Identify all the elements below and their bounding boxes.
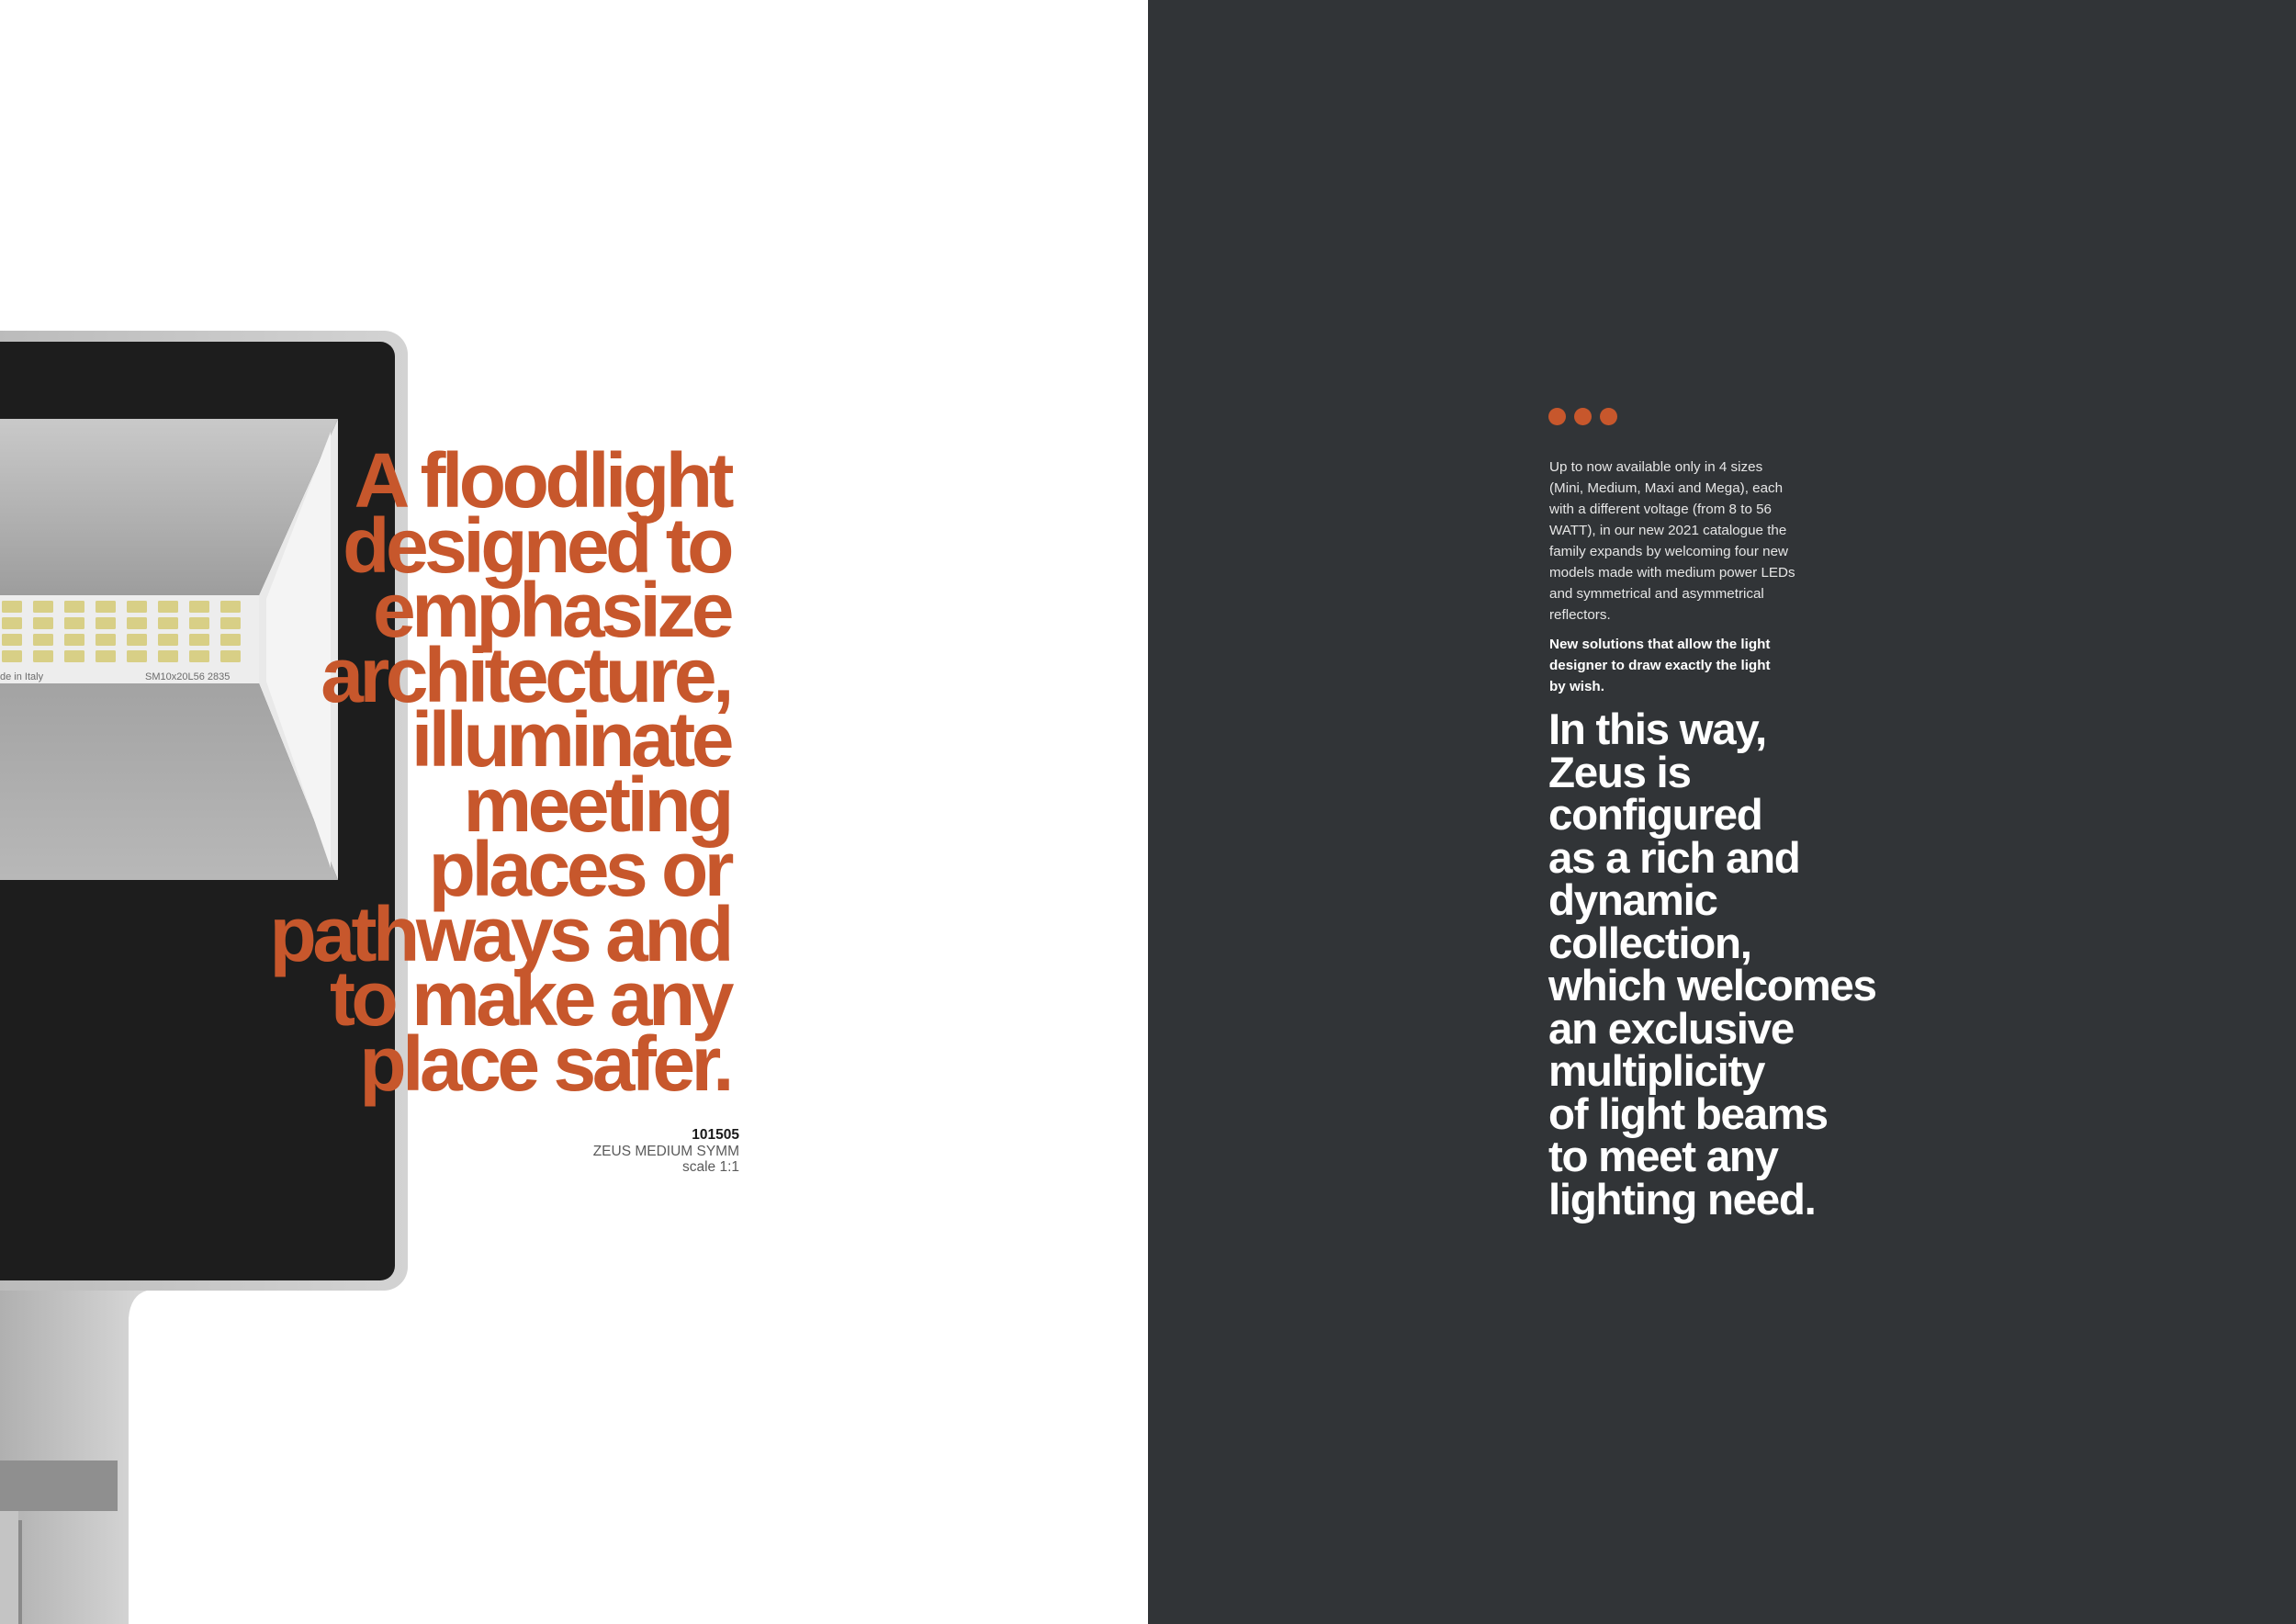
lead-paragraph [1549,634,1852,697]
headline-line: meeting [463,761,730,848]
statement-line: configured [1548,791,1762,840]
intro-line: Up to now available only in 4 sizes [1549,459,1763,475]
headline [0,437,730,1107]
statement-line: lighting need. [1548,1175,1816,1224]
right-page [1148,0,2296,1624]
lead-line: designer to draw exactly the light [1549,658,1771,673]
intro-line: and symmetrical and asymmetrical [1549,586,1764,602]
dot-icon [1600,408,1617,425]
headline-line: illuminate [411,696,730,783]
intro-line: (Mini, Medium, Maxi and Mega), each [1549,480,1784,496]
statement [1548,705,2063,1224]
dot-icon [1548,408,1566,425]
lead-line: by wish. [1549,679,1604,694]
headline-line: architecture, [321,631,730,718]
intro-paragraph [1549,457,1852,626]
panel-print-left: de in Italy [0,671,44,682]
product-caption [593,1127,739,1176]
intro-line: family expands by welcoming four new [1549,544,1788,559]
statement-line: dynamic [1548,876,1717,925]
headline-line: place safer. [359,1020,730,1107]
product-name: ZEUS MEDIUM SYMM [592,1143,739,1159]
headline-line: designed to [343,502,730,589]
intro-line: WATT), in our new 2021 catalogue the [1549,523,1787,538]
statement-line: which welcomes [1548,962,1876,1010]
product-scale: scale 1:1 [681,1159,739,1175]
headline-line: pathways and [269,890,730,977]
statement-line: multiplicity [1548,1047,1765,1096]
statement-line: of light beams [1548,1089,1828,1139]
statement-line: an exclusive [1548,1004,1794,1054]
intro-line: reflectors. [1549,607,1611,623]
dot-icon [1574,408,1592,425]
headline-line: emphasize [372,567,730,653]
lead-line: New solutions that allow the light [1549,637,1771,652]
statement-line: Zeus is [1548,748,1691,797]
panel-print-right: SM10x20L56 2835 [145,671,231,682]
intro-line: models made with medium power LEDs [1549,565,1795,581]
statement-line: collection, [1548,919,1751,968]
headline-line: A floodlight [354,437,730,524]
headline-line: to make any [329,955,730,1042]
statement-line: to meet any [1548,1133,1778,1181]
headline-line: places or [428,826,730,912]
statement-line: In this way, [1548,705,1766,754]
intro-line: with a different voltage (from 8 to 56 [1549,502,1773,517]
product-code: 101505 [692,1127,739,1143]
three-dots-ornament-icon [1548,408,1617,425]
statement-line: as a rich and [1548,833,1800,883]
